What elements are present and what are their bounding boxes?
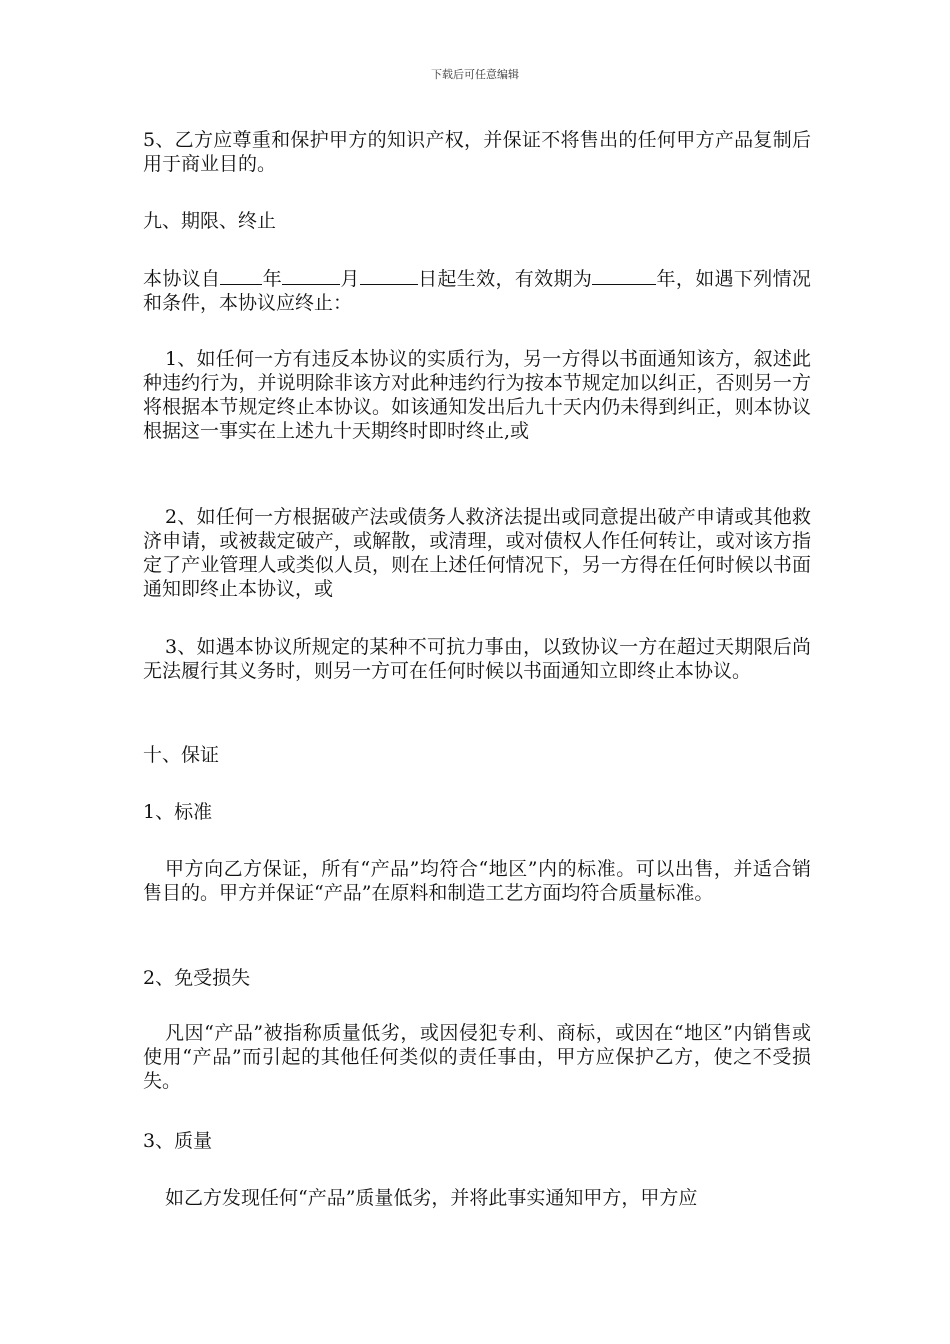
- termination-clause-2: 2、如任何一方根据破产法或债务人救济法提出或同意提出破产申请或其他救济申请，或被裁定破产，或解散，或清理，或对债权人作任何转让，或对该方指定了产业管理人或类似人员，则在上述任何情况下，另一方得在任何时候以书面通知即终止本协议，或: [143, 506, 811, 600]
- page-header: 下载后可任意编辑: [431, 68, 519, 81]
- section-heading-9: 九、期限、终止: [143, 210, 277, 232]
- subheading-quality: 3、质量: [143, 1130, 213, 1152]
- term-text-e: 年，如遇下列情况和条件，本协议应终止：: [143, 268, 811, 314]
- blank-month[interactable]: [282, 266, 340, 285]
- term-text-b: 年: [262, 268, 283, 290]
- standard-paragraph: 甲方向乙方保证，所有“产品”均符合“地区”内的标准。可以出售，并适合销售目的。甲方并保证“产品”在原料和制造工艺方面均符合质量标准。: [143, 858, 811, 904]
- term-paragraph: [143, 266, 811, 315]
- indemnity-paragraph: 凡因“产品”被指称质量低劣，或因侵犯专利、商标，或因在“地区”内销售或使用“产品”而引起的其他任何类似的责任事由，甲方应保护乙方，使之不受损失。: [143, 1022, 811, 1092]
- blank-year[interactable]: [220, 266, 262, 285]
- quality-paragraph: 如乙方发现任何“产品”质量低劣，并将此事实通知甲方，甲方应: [165, 1187, 698, 1209]
- blank-validity-years[interactable]: [592, 266, 656, 285]
- term-text-d: 日起生效，有效期为: [417, 268, 593, 290]
- subheading-standard: 1、标准: [143, 801, 213, 823]
- termination-clause-3: 3、如遇本协议所规定的某种不可抗力事由，以致协议一方在超过天期限后尚无法履行其义务时，则另一方可在任何时候以书面通知立即终止本协议。: [143, 636, 811, 682]
- termination-clause-1: 1、如任何一方有违反本协议的实质行为，另一方得以书面通知该方，叙述此种违约行为，并说明除非该方对此种违约行为按本节规定加以纠正，否则另一方将根据本节规定终止本协议。如该通知发出后九十天内仍未得到纠正，则本协议根据这一事实在上述九十天期终时即时终止,或: [143, 348, 811, 442]
- clause-5: 5、乙方应尊重和保护甲方的知识产权，并保证不将售出的任何甲方产品复制后用于商业目的。: [143, 129, 811, 175]
- section-heading-10: 十、保证: [143, 744, 220, 766]
- term-text-c: 月: [340, 268, 360, 290]
- subheading-indemnity: 2、免受损失: [143, 967, 251, 989]
- blank-day[interactable]: [360, 266, 418, 285]
- term-text-a: 本协议自: [143, 268, 221, 290]
